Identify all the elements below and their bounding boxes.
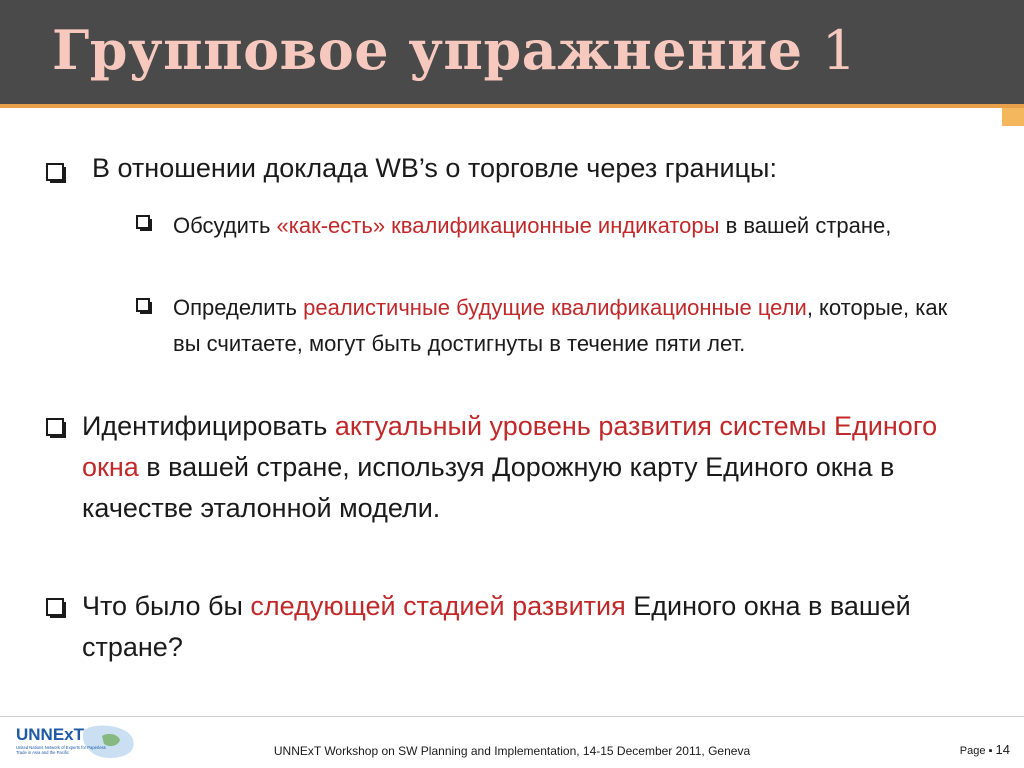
svg-text:United Nations Network of Expe: United Nations Network of Experts for Paperless [16,745,106,750]
bullet-checkbox-icon [46,598,64,616]
bullet-text: Единого окна в вашей стране? [82,591,911,662]
header-accent-stripe [0,104,1024,108]
bullet-checkbox-icon [46,418,64,436]
bullet-text: Определить [173,295,304,320]
bullet-text: Что было бы [82,591,251,621]
bullet-text: , которые, как вы считаете, могут быть достигнуты в течение пяти лет. [173,295,948,356]
header-corner-accent [1002,108,1024,126]
bullet-text: Идентифицировать [82,411,335,441]
slide-title-number: 1 [821,19,857,82]
highlighted-text: реалистичные будущие квалификационные цели [303,295,807,320]
bullet-checkbox-icon [136,215,150,229]
page-indicator [960,742,1010,757]
sub-bullet-item [173,290,953,362]
bullet-checkbox-icon [46,163,64,181]
bullet-text: в вашей стране, [719,213,892,238]
sub-bullet-item [173,208,1003,244]
page-separator-icon: ▪ [988,745,996,757]
bullet-text: в вашей стране, используя Дорожную карту Единого окна в качестве эталонной модели. [82,452,895,523]
highlighted-text: следующей стадией развития [250,591,626,621]
bullet-item [82,586,1002,668]
page-number: 14 [995,742,1010,757]
footer-divider [0,716,1024,717]
svg-text:Trade in Asia and the Pacific: Trade in Asia and the Pacific [16,750,69,755]
page-label: Page [959,745,986,757]
bullet-item [82,406,962,529]
highlighted-text: «как-есть» квалификационные индикаторы [276,213,720,238]
slide-title-text: Групповое упражнение [52,18,803,82]
bullet-checkbox-icon [136,298,150,312]
bullet-item [92,150,992,186]
slide-title [52,18,857,82]
bullet-text: Обсудить [173,213,277,238]
bullet-text: В отношении доклада WB’s о торговле через границы: [92,153,777,183]
footer-text: UNNExT Workshop on SW Planning and Implementation, 14-15 December 2011, Geneva [273,744,751,758]
svg-text:UNNExT: UNNExT [16,725,85,744]
highlighted-text: актуальный уровень развития системы Единого окна [82,411,938,482]
